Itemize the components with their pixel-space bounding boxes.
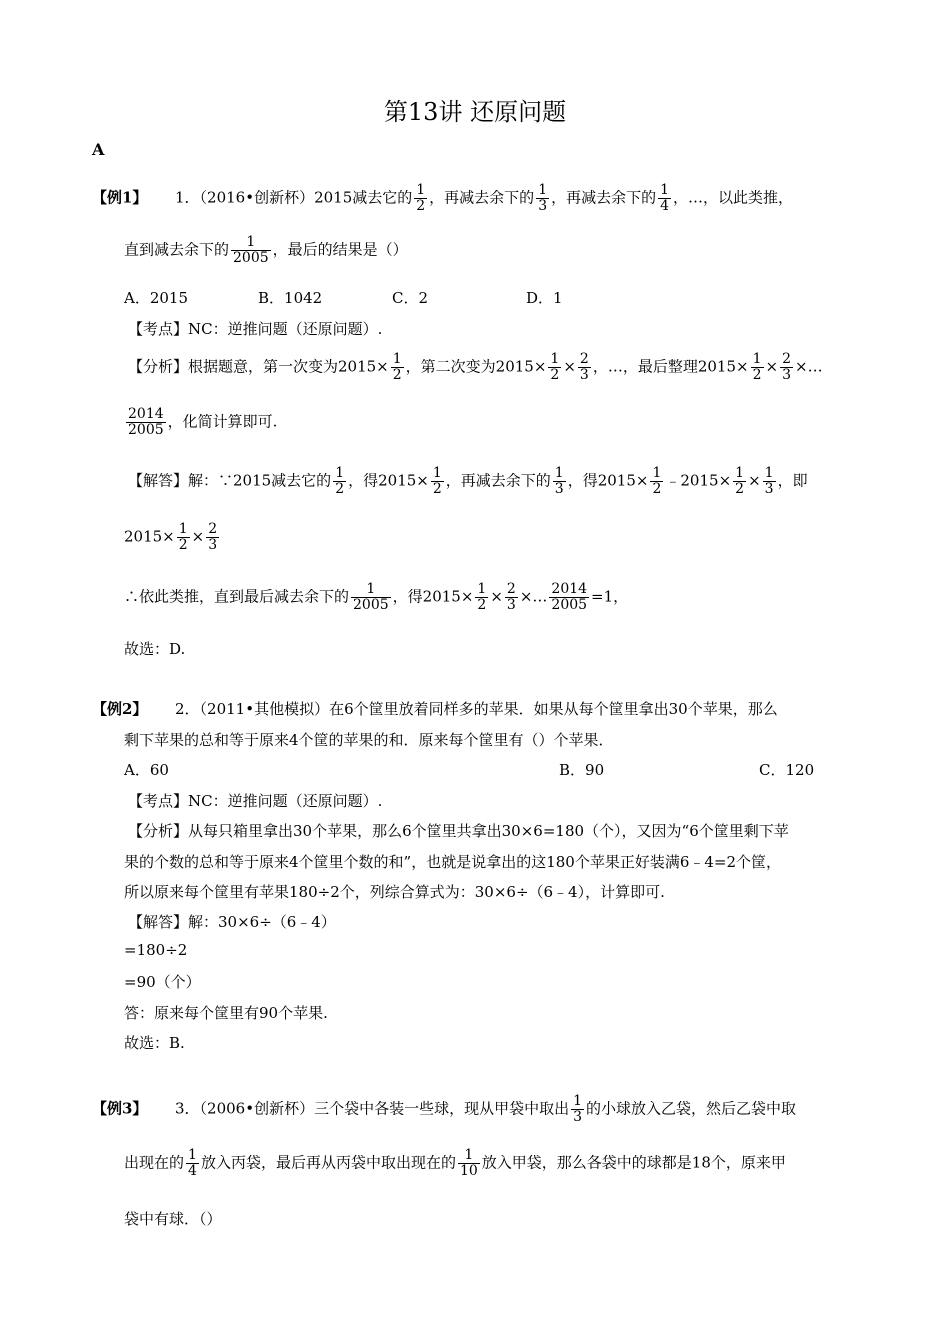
ex1-kaodian: 【考点】NC：逆推问题（还原问题）. <box>128 320 383 338</box>
text: 2．（2011•其他模拟）在6个筐里放着同样多的苹果．如果从每个筐里拿出30个苹果，那么 <box>175 700 778 718</box>
option-c: C．120 <box>759 761 815 779</box>
fraction: $\frac{1}{3}$ <box>538 182 548 214</box>
fraction: $\frac{2}{3}$ <box>579 351 589 383</box>
text: ，再减去余下的 <box>445 471 551 490</box>
fraction: $\frac{1}{3}$ <box>554 465 564 497</box>
fraction: $\frac{1}{2}$ <box>178 521 188 553</box>
ex1-line1 <box>92 183 793 214</box>
ex2-solution-4: 答：原来每个筐里有90个苹果. <box>124 1004 328 1022</box>
text: ，化简计算即可. <box>167 412 278 431</box>
text: ，再减去余下的 <box>429 188 535 207</box>
text: =1， <box>591 587 629 606</box>
fraction: $\frac{1}{2}$ <box>432 465 442 497</box>
fraction: $\frac{1}{3}$ <box>764 465 774 497</box>
fraction: $\frac{1}{2}$ <box>392 351 402 383</box>
ex1-answer: 故选：D. <box>124 640 186 658</box>
ex3-label: 【例3】 <box>92 1099 148 1118</box>
ex2-answer: 故选：B. <box>124 1034 185 1052</box>
page-title: 第13讲 还原问题 <box>383 98 567 126</box>
ex2-kaodian: 【考点】NC：逆推问题（还原问题）. <box>128 792 383 810</box>
text: 3．（2006•创新杯）三个袋中各装一些球，现从甲袋中取出 <box>175 1099 570 1118</box>
option-d: D．1 <box>526 289 563 307</box>
text: 直到减去余下的 <box>124 240 230 259</box>
ex2-line2: 剩下苹果的总和等于原来4个筐的苹果的和．原来每个筐里有（）个苹果． <box>124 731 614 749</box>
text: ﹣2015× <box>665 471 732 490</box>
fraction: $\frac{1}{10}$ <box>459 1147 478 1179</box>
text: ∴依此类推，直到最后减去余下的 <box>124 587 350 606</box>
ex1-options <box>124 287 563 308</box>
ex1-label: 【例1】 <box>92 188 148 207</box>
option-a: A．2015 <box>124 289 189 307</box>
text: ，得2015× <box>348 471 429 490</box>
ex2-solution-2: =180÷2 <box>124 941 188 959</box>
fraction: $\frac{1}{2005}$ <box>233 234 269 266</box>
fraction: $\frac{1}{2}$ <box>735 465 745 497</box>
text: 的小球放入乙袋，然后乙袋中取 <box>586 1099 797 1118</box>
text: ，得2015× <box>392 587 474 606</box>
option-b: B．1042 <box>258 289 323 307</box>
option-a: A．60 <box>124 761 169 779</box>
text: 放入丙袋，最后再从丙袋中取出现在的 <box>200 1153 456 1172</box>
ex2-solution-1: 【解答】解：30×6÷（6﹣4） <box>128 913 336 931</box>
ex2-options <box>124 759 814 780</box>
section-label: A <box>92 140 105 159</box>
fraction: $\frac{1}{4}$ <box>660 182 670 214</box>
fraction: $\frac{1}{2005}$ <box>353 581 389 613</box>
fraction: $\frac{1}{4}$ <box>188 1147 197 1179</box>
fraction: $\frac{2}{3}$ <box>782 351 792 383</box>
ex1-analysis: 【分析】根据题意，第一次变为2015× $\frac{1}{2}$ ，第二次变为2015× $\frac{1}{2}$ × $\frac{2}{3}$ ，…，最后整理2015× $\frac{1}{2}$ × $\frac{2}{3}$ ×… <box>128 351 823 383</box>
fraction: $\frac{2}{3}$ <box>506 581 516 613</box>
option-c: C．2 <box>392 289 429 307</box>
fraction: $\frac{1}{3}$ <box>573 1093 582 1125</box>
text: ，得2015× <box>567 471 649 490</box>
ex2-line1 <box>92 698 778 719</box>
text: ，…，以此类推， <box>673 188 794 207</box>
fraction: $\frac{1}{2}$ <box>550 351 560 383</box>
text: ×… <box>795 357 823 376</box>
ex2-label: 【例2】 <box>92 700 148 718</box>
text: ×… <box>519 587 548 606</box>
text: 1．（2016•创新杯）2015减去它的 <box>175 188 413 207</box>
ex1-solution-1: 【解答】解：∵2015减去它的 $\frac{1}{2}$ ，得2015× $\frac{1}{2}$ ，再减去余下的 $\frac{1}{3}$ ，得2015× $\frac{1}{2}$ ﹣2015× $\frac{1}{2}$ × $\frac{1}{3}$ ，即 <box>128 465 808 497</box>
text: 放入甲袋，那么各袋中的球都是18个，原来甲 <box>481 1153 786 1172</box>
ex2-analysis-2: 果的个数的总和等于原来4个筐里个数的和”，也就是说拿出的这180个苹果正好装满6﹣4=2个筐， <box>124 853 782 871</box>
text: 【分析】根据题意，第一次变为2015× <box>128 357 389 376</box>
ex3-line1 <box>92 1094 796 1125</box>
fraction: $\frac{1}{2}$ <box>335 465 345 497</box>
ex2-analysis-3: 所以原来每个筐里有苹果180÷2个，列综合算式为：30×6÷（6﹣4），计算即可. <box>124 883 665 901</box>
ex3-line2 <box>124 1148 786 1179</box>
fraction: $\frac{2}{3}$ <box>208 521 218 553</box>
text: ，再减去余下的 <box>551 188 657 207</box>
text: 【解答】解：∵2015减去它的 <box>128 471 332 490</box>
text: 出现在的 <box>124 1153 185 1172</box>
text: ，最后的结果是（） <box>272 240 408 259</box>
fraction: $\frac{1}{2}$ <box>416 182 426 214</box>
ex1-solution-2: 2015× $\frac{1}{2}$ × $\frac{2}{3}$ <box>124 521 218 553</box>
ex2-solution-3: =90（个） <box>124 973 201 991</box>
fraction: $\frac{1}{2}$ <box>752 351 762 383</box>
text: ，即 <box>777 471 808 490</box>
option-b: B．90 <box>559 761 605 779</box>
fraction: $\frac{2014}{2005}$ <box>551 581 588 613</box>
fraction: $\frac{1}{2}$ <box>652 465 662 497</box>
text: ，第二次变为2015× <box>405 357 547 376</box>
fraction: $\frac{1}{2}$ <box>477 581 487 613</box>
ex1-solution-3: ∴依此类推，直到最后减去余下的 $\frac{1}{2005}$ ，得2015× $\frac{1}{2}$ × $\frac{2}{3}$ ×… $\frac{2014}{2005}$ =1， <box>124 581 629 613</box>
ex3-line3: 袋中有球．（） <box>124 1210 222 1228</box>
fraction: $\frac{2014}{2005}$ <box>128 406 164 438</box>
text: 2015× <box>124 527 175 546</box>
ex2-analysis-1: 【分析】从每只箱里拿出30个苹果，那么6个筐里共拿出30×6=180（个），又因为“6个筐里剩下苹 <box>128 822 789 840</box>
ex1-line2 <box>124 235 408 266</box>
ex1-analysis-2 <box>124 407 277 438</box>
text: ，…，最后整理2015× <box>592 357 749 376</box>
